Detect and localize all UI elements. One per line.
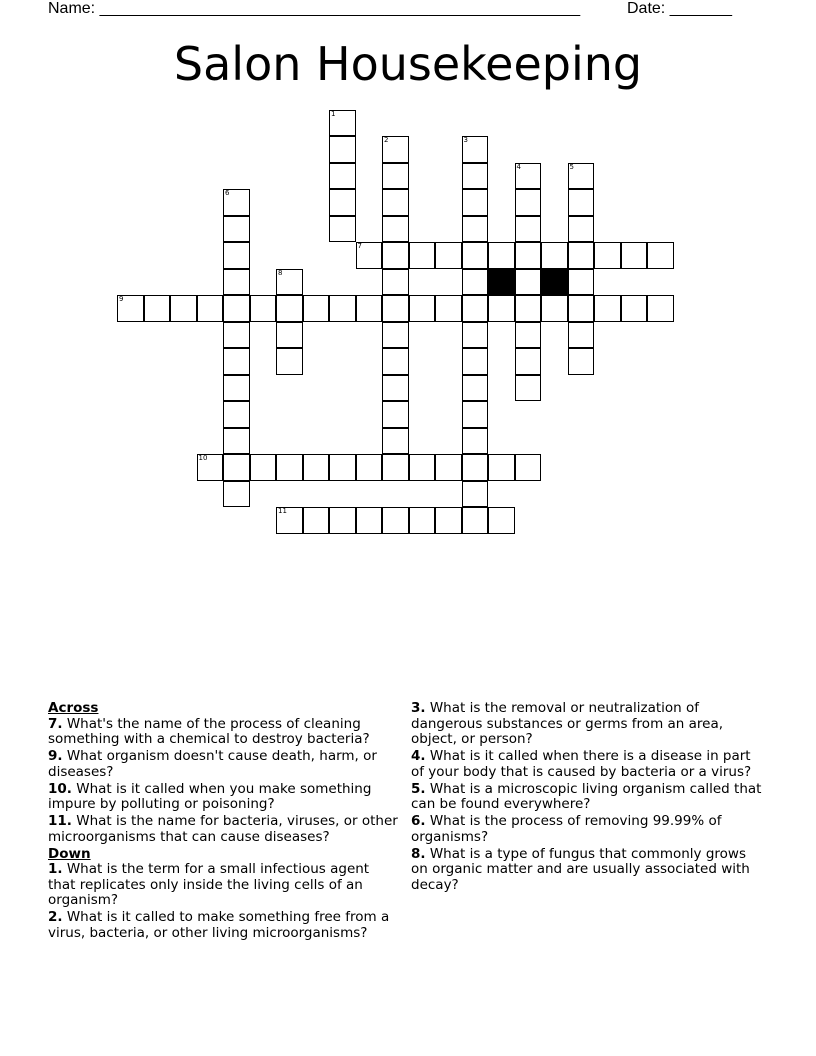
crossword-cell[interactable] xyxy=(488,507,515,534)
cell-number: 6 xyxy=(225,189,230,197)
crossword-cell[interactable] xyxy=(276,322,303,349)
crossword-cell[interactable] xyxy=(409,507,436,534)
crossword-cell[interactable] xyxy=(568,163,595,190)
crossword-cell[interactable] xyxy=(223,322,250,349)
crossword-cell[interactable] xyxy=(223,481,250,508)
down-clue xyxy=(411,749,766,780)
cell-number: 5 xyxy=(569,162,574,171)
clue-number: 11. xyxy=(48,813,72,829)
crossword-cell[interactable] xyxy=(515,348,542,375)
clues-right-column xyxy=(411,701,766,895)
crossword-cell[interactable] xyxy=(515,375,542,402)
crossword-cell[interactable] xyxy=(409,295,436,322)
crossword-cell[interactable] xyxy=(329,136,356,163)
crossword-cell[interactable] xyxy=(462,481,489,508)
crossword-cell[interactable] xyxy=(250,295,277,322)
cell-number: 9 xyxy=(119,295,124,303)
crossword-cell[interactable] xyxy=(223,189,250,216)
cell-number: 2 xyxy=(384,136,389,144)
cell-number: 1 xyxy=(331,109,336,118)
down-heading: Down xyxy=(48,845,91,862)
crossword-cell[interactable] xyxy=(462,216,489,243)
crossword-cell[interactable] xyxy=(382,295,409,322)
crossword-cell[interactable] xyxy=(488,295,515,322)
clue-text: What is it called to make something free from a virus, bacteria, or other living microorganisms? xyxy=(48,909,390,941)
crossword-cell[interactable] xyxy=(329,295,356,322)
crossword-cell[interactable] xyxy=(276,348,303,375)
crossword-cell[interactable] xyxy=(515,322,542,349)
crossword-cell[interactable] xyxy=(647,295,674,322)
down-clue xyxy=(411,814,766,845)
across-heading: Across xyxy=(48,700,99,716)
cell-number: 4 xyxy=(516,162,521,171)
crossword-cell[interactable] xyxy=(515,454,542,481)
clue-number: 4. xyxy=(411,748,426,764)
crossword-cell[interactable] xyxy=(223,348,250,375)
crossword-cell[interactable] xyxy=(223,242,250,269)
crossword-cell[interactable] xyxy=(382,322,409,349)
crossword-cell[interactable] xyxy=(329,507,356,534)
crossword-cell[interactable] xyxy=(409,454,436,481)
crossword-cell[interactable] xyxy=(382,401,409,428)
clue-text: What's the name of the process of cleaning something with a chemical to destroy bacteria? xyxy=(48,715,370,747)
crossword-cell[interactable] xyxy=(197,454,224,481)
crossword-cell[interactable] xyxy=(621,295,648,322)
clue-text: What is the process of removing 99.99% of organisms? xyxy=(411,813,722,845)
crossword-cell[interactable] xyxy=(462,454,489,481)
crossword-cell[interactable] xyxy=(382,189,409,216)
crossword-cell[interactable] xyxy=(170,295,197,322)
page-title: Salon Housekeeping xyxy=(173,37,643,91)
across-clue xyxy=(48,814,398,845)
crossword-cell[interactable] xyxy=(382,507,409,534)
clue-number: 3. xyxy=(411,700,426,716)
crossword-cell[interactable] xyxy=(382,136,409,163)
crossword-cell[interactable] xyxy=(541,242,568,269)
clue-number: 10. xyxy=(48,780,72,797)
clue-text: What is it called when there is a disease in part of your body that is caused by bacteria or a virus? xyxy=(411,748,752,780)
down-clue xyxy=(48,862,398,909)
crossword-cell[interactable] xyxy=(568,322,595,349)
crossword-cell[interactable] xyxy=(462,189,489,216)
crossword-cell[interactable] xyxy=(462,322,489,349)
crossword-cell[interactable] xyxy=(462,163,489,190)
crossword-cell[interactable] xyxy=(515,269,542,296)
clue-text: What is the removal or neutralization of dangerous substances or germs from an area, object, or person? xyxy=(411,700,724,747)
crossword-cell[interactable] xyxy=(329,110,356,137)
crossword-cell[interactable] xyxy=(117,295,144,322)
crossword-cell[interactable] xyxy=(462,375,489,402)
clue-text: What is the name for bacteria, viruses, or other microorganisms that can cause diseases? xyxy=(48,813,398,845)
crossword-cell[interactable] xyxy=(223,216,250,243)
crossword-cell[interactable] xyxy=(568,269,595,296)
crossword-cell[interactable] xyxy=(621,242,648,269)
clue-number: 7. xyxy=(48,715,63,732)
cell-number: 11 xyxy=(278,507,287,515)
crossword-cell[interactable] xyxy=(276,269,303,296)
crossword-cell[interactable] xyxy=(382,454,409,481)
crossword-cell[interactable] xyxy=(488,454,515,481)
down-clue xyxy=(411,847,766,894)
crossword-cell[interactable] xyxy=(541,295,568,322)
crossword-cell[interactable] xyxy=(382,348,409,375)
crossword-cell[interactable] xyxy=(356,507,383,534)
crossword-cell[interactable] xyxy=(223,428,250,455)
crossword-cell[interactable] xyxy=(250,454,277,481)
crossword-cell[interactable] xyxy=(594,242,621,269)
crossword-cell[interactable] xyxy=(382,163,409,190)
crossword-cell[interactable] xyxy=(356,242,383,269)
crossword-cell[interactable] xyxy=(276,507,303,534)
cell-number: 8 xyxy=(278,268,283,277)
crossword-cell[interactable] xyxy=(223,375,250,402)
crossword-cell[interactable] xyxy=(197,295,224,322)
clue-number: 6. xyxy=(411,813,426,829)
across-clue xyxy=(48,717,398,748)
crossword-cell[interactable] xyxy=(382,375,409,402)
clue-number: 2. xyxy=(48,909,63,925)
crossword-cell[interactable] xyxy=(462,428,489,455)
clues-left-column xyxy=(48,701,398,943)
crossword-cell[interactable] xyxy=(382,428,409,455)
clue-number: 8. xyxy=(411,845,426,862)
crossword-cell[interactable] xyxy=(462,136,489,163)
crossword-cell[interactable] xyxy=(594,295,621,322)
across-clue xyxy=(48,749,398,780)
crossword-cell[interactable] xyxy=(647,242,674,269)
crossword-cell[interactable] xyxy=(435,242,462,269)
crossword-cell[interactable] xyxy=(409,242,436,269)
crossword-cell[interactable] xyxy=(435,454,462,481)
crossword-cell[interactable] xyxy=(462,401,489,428)
down-clue xyxy=(48,910,398,941)
crossword-cell[interactable] xyxy=(462,295,489,322)
crossword-cell[interactable] xyxy=(223,454,250,481)
crossword-cell[interactable] xyxy=(382,242,409,269)
crossword-cell[interactable] xyxy=(462,269,489,296)
clue-number: 1. xyxy=(48,861,63,877)
crossword-block xyxy=(488,269,515,296)
crossword-cell[interactable] xyxy=(488,242,515,269)
crossword-cell[interactable] xyxy=(515,216,542,243)
crossword-cell[interactable] xyxy=(435,295,462,322)
crossword-cell[interactable] xyxy=(276,295,303,322)
crossword-cell[interactable] xyxy=(462,507,489,534)
crossword-cell[interactable] xyxy=(568,242,595,269)
crossword-cell[interactable] xyxy=(568,189,595,216)
crossword-cell[interactable] xyxy=(303,507,330,534)
crossword-block xyxy=(541,269,568,296)
crossword-cell[interactable] xyxy=(435,507,462,534)
crossword-cell[interactable] xyxy=(568,295,595,322)
across-clue xyxy=(48,782,398,813)
date-field-label: Date: _______ xyxy=(627,0,732,17)
down-clue xyxy=(411,782,766,813)
clue-number: 9. xyxy=(48,748,63,764)
name-field-label: Name: ______________________________________________________ xyxy=(48,0,581,17)
cell-number: 3 xyxy=(463,136,468,144)
cell-number: 7 xyxy=(357,242,362,250)
crossword-cell[interactable] xyxy=(515,295,542,322)
crossword-cell[interactable] xyxy=(329,189,356,216)
clue-text: What organism doesn't cause death, harm, or diseases? xyxy=(48,748,377,780)
down-clue-list xyxy=(48,862,398,941)
crossword-cell[interactable] xyxy=(144,295,171,322)
clue-text: What is a microscopic living organism called that can be found everywhere? xyxy=(411,780,762,812)
clue-text: What is a type of fungus that commonly grows on organic matter and are usually associated with decay? xyxy=(411,845,750,893)
crossword-cell[interactable] xyxy=(276,454,303,481)
clue-text: What is it called when you make something impure by polluting or poisoning? xyxy=(48,780,372,812)
cell-number: 10 xyxy=(198,454,208,462)
crossword-cell[interactable] xyxy=(382,216,409,243)
crossword-cell[interactable] xyxy=(223,295,250,322)
crossword-cell[interactable] xyxy=(515,189,542,216)
across-clue-list xyxy=(48,717,398,846)
crossword-cell[interactable] xyxy=(303,295,330,322)
crossword-cell[interactable] xyxy=(303,454,330,481)
crossword-cell[interactable] xyxy=(356,295,383,322)
crossword-cell[interactable] xyxy=(329,216,356,243)
clue-number: 5. xyxy=(411,780,426,797)
crossword-cell[interactable] xyxy=(223,269,250,296)
crossword-cell[interactable] xyxy=(382,269,409,296)
crossword-cell[interactable] xyxy=(568,216,595,243)
crossword-cell[interactable] xyxy=(462,242,489,269)
crossword-cell[interactable] xyxy=(356,454,383,481)
crossword-cell[interactable] xyxy=(568,348,595,375)
down-clue xyxy=(411,701,766,748)
crossword-cell[interactable] xyxy=(329,163,356,190)
crossword-cell[interactable] xyxy=(223,401,250,428)
crossword-cell[interactable] xyxy=(515,163,542,190)
crossword-cell[interactable] xyxy=(329,454,356,481)
crossword-cell[interactable] xyxy=(462,348,489,375)
clue-text: What is the term for a small infectious agent that replicates only inside the living cells of an organism? xyxy=(48,861,370,908)
crossword-cell[interactable] xyxy=(515,242,542,269)
